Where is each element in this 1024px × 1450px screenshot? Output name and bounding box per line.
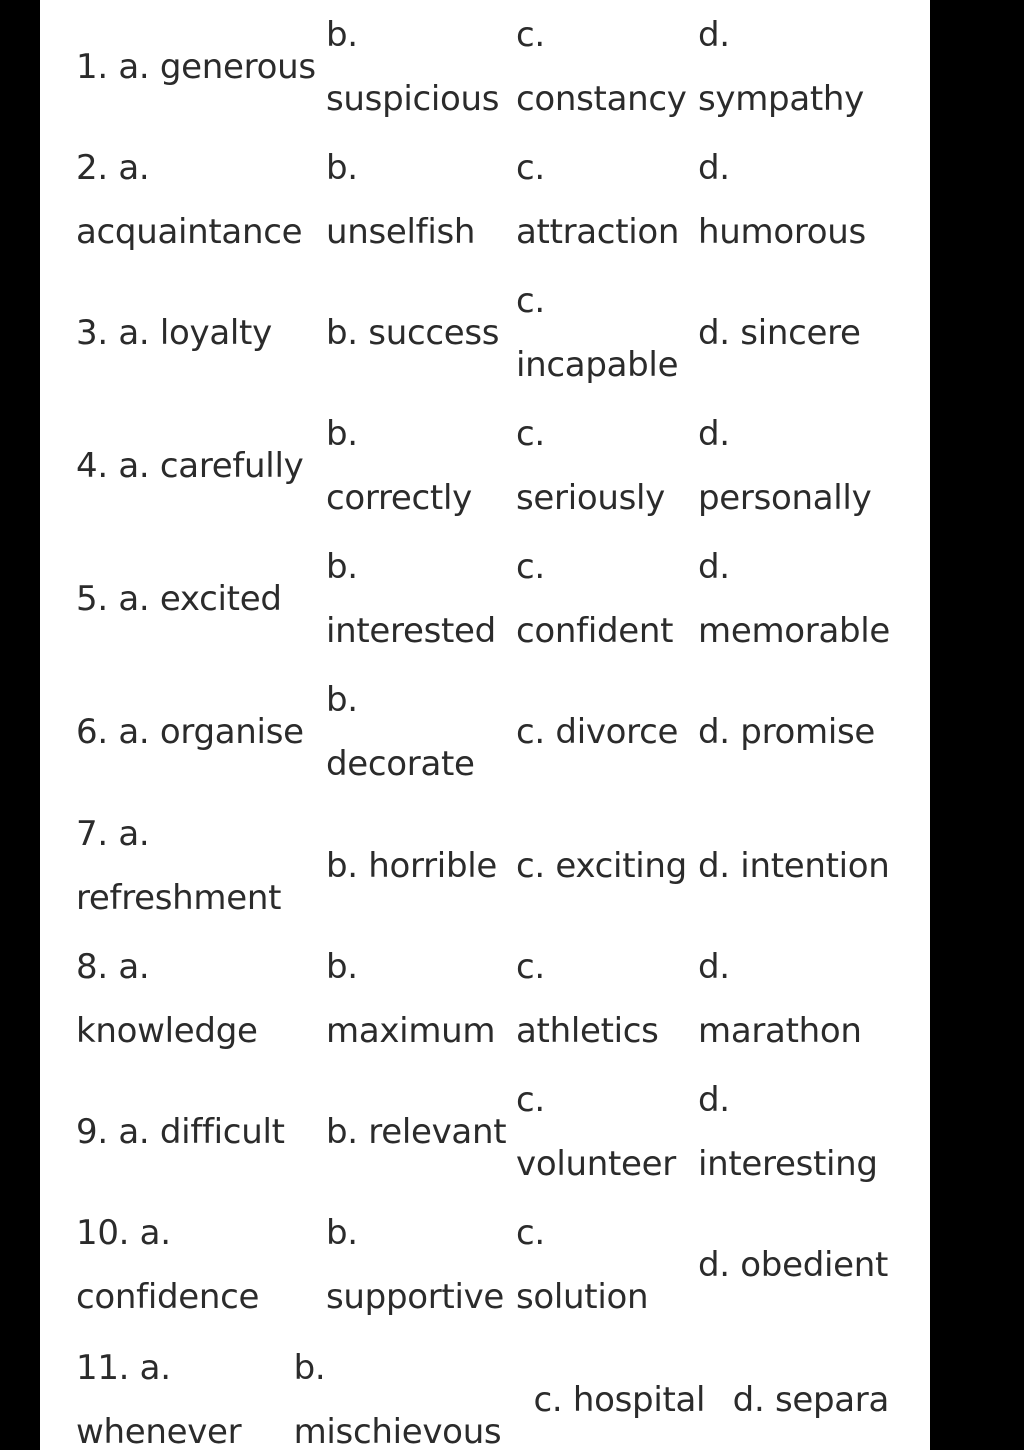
question-row-4 [76,399,898,532]
question-3-option-a [76,266,326,399]
option-text-line: 8. a. [76,946,150,987]
question-11-option-b [294,1333,534,1450]
option-text-line: d. [698,14,730,55]
question-8-option-b [326,932,516,1065]
question-2-option-b [326,133,516,266]
option-text-line: 6. a. organise [76,712,304,752]
option-text-line: c. [516,1212,545,1253]
option-text-line: correctly [326,477,472,518]
option-text-line: c. [516,946,545,987]
question-row-7 [76,799,898,932]
option-text-line: c. [516,280,545,321]
question-2-option-a [76,133,326,266]
question-row-6 [76,665,898,799]
question-7-option-b [326,799,516,932]
option-text-line: humorous [698,211,866,252]
question-11-option-c [533,1333,732,1450]
option-text-line: d. [698,546,730,587]
option-text-line: 2. a. [76,147,150,188]
question-4-option-b [326,399,516,532]
option-text-line: b. relevant [326,1111,507,1152]
option-text-line: confidence [76,1276,260,1317]
option-text-line: unselfish [326,211,476,252]
question-2-option-c [516,133,698,266]
option-text-line: b. [326,14,358,55]
option-text-line: personally [698,477,872,518]
question-5-option-a [76,532,326,665]
option-text-line: decorate [326,744,475,784]
option-text-line: c. [516,546,545,587]
option-text-line: b. [326,1212,358,1253]
question-row-10 [76,1198,898,1331]
question-row-2 [76,133,898,266]
question-10-option-d [698,1198,898,1331]
question-1-option-c [516,0,698,133]
option-text-line: 7. a. [76,813,150,854]
option-text-line: interesting [698,1143,878,1184]
question-9-option-b [326,1065,516,1198]
question-1-option-b [326,0,516,133]
question-10-option-b [326,1198,516,1331]
option-text-line: b. success [326,312,500,353]
option-text-line: supportive [326,1276,505,1317]
option-text-line: 1. a. generous [76,46,316,87]
option-text-line: b. [293,1347,326,1388]
option-text-line: d. separa [732,1379,890,1420]
option-text-line: incapable [516,344,679,385]
question-table-last-row [76,1333,930,1450]
option-text-line: mischievous [293,1411,502,1450]
option-text-line: volunteer [516,1143,676,1184]
question-6-option-b [326,665,516,799]
option-text-line: athletics [516,1010,659,1051]
option-text-line: d. intention [698,845,890,886]
option-text-line: c. exciting [516,845,687,886]
question-9-option-d [698,1065,898,1198]
option-text-line: d. sincere [698,312,861,353]
option-text-line: confident [516,610,674,651]
question-5-option-d [698,532,898,665]
question-7-option-a [76,799,326,932]
question-row-8 [76,932,898,1065]
question-9-option-a [76,1065,326,1198]
question-4-option-a [76,399,326,532]
option-text-line: b. [326,680,358,720]
question-3-option-c [516,266,698,399]
option-text-line: b. [326,147,358,188]
question-11-option-a [76,1333,294,1450]
question-7-option-d [698,799,898,932]
option-text-line: solution [516,1276,649,1317]
option-text-line: d. obedient [698,1244,889,1285]
question-row-5 [76,532,898,665]
option-text-line: whenever [76,1411,242,1450]
question-6-option-c [516,665,698,799]
option-text-line: b. [326,946,358,987]
option-text-line: d. [698,413,730,454]
option-text-line: attraction [516,211,680,252]
option-text-line: b. horrible [326,845,497,886]
option-text-line: c. [516,413,545,454]
option-text-line: b. [326,546,358,587]
question-8-option-c [516,932,698,1065]
question-1-option-a [76,0,326,133]
option-text-line: c. [516,14,545,55]
option-text-line: 11. a. [76,1347,171,1388]
option-text-line: acquaintance [76,211,303,252]
option-text-line: d. [698,147,730,188]
option-text-line: 10. a. [76,1212,171,1253]
option-text-line: d. [698,1079,730,1120]
option-text-line: knowledge [76,1010,258,1051]
question-9-option-c [516,1065,698,1198]
question-3-option-d [698,266,898,399]
question-7-option-c [516,799,698,932]
question-3-option-b [326,266,516,399]
option-text-line: d. [698,946,730,987]
question-5-option-b [326,532,516,665]
question-4-option-d [698,399,898,532]
question-row-11 [76,1333,930,1450]
option-text-line: b. [326,413,358,454]
option-text-line: c. divorce [516,712,679,752]
question-row-1 [76,0,898,133]
option-text-line: refreshment [76,877,282,918]
option-text-line: 3. a. loyalty [76,312,272,353]
option-text-line: c. hospital [533,1379,706,1420]
question-10-option-c [516,1198,698,1331]
option-text-line: c. [516,1079,545,1120]
question-1-option-d [698,0,898,133]
option-text-line: 4. a. carefully [76,445,304,486]
worksheet-page [40,0,930,1450]
question-table [76,0,898,1331]
question-2-option-d [698,133,898,266]
question-6-option-d [698,665,898,799]
question-8-option-a [76,932,326,1065]
option-text-line: d. promise [698,712,876,752]
option-text-line: constancy [516,78,687,119]
question-10-option-a [76,1198,326,1331]
option-text-line: seriously [516,477,665,518]
question-4-option-c [516,399,698,532]
option-text-line: suspicious [326,78,500,119]
option-text-line: interested [326,610,496,651]
question-11-option-d [733,1333,930,1450]
option-text-line: maximum [326,1010,496,1051]
question-8-option-d [698,932,898,1065]
question-row-9 [76,1065,898,1198]
option-text-line: marathon [698,1010,862,1051]
option-text-line: 9. a. difficult [76,1111,285,1152]
option-text-line: 5. a. excited [76,578,282,619]
question-row-3 [76,266,898,399]
option-text-line: c. [516,147,545,188]
question-5-option-c [516,532,698,665]
option-text-line: memorable [698,610,891,651]
option-text-line: sympathy [698,78,864,119]
question-6-option-a [76,665,326,799]
